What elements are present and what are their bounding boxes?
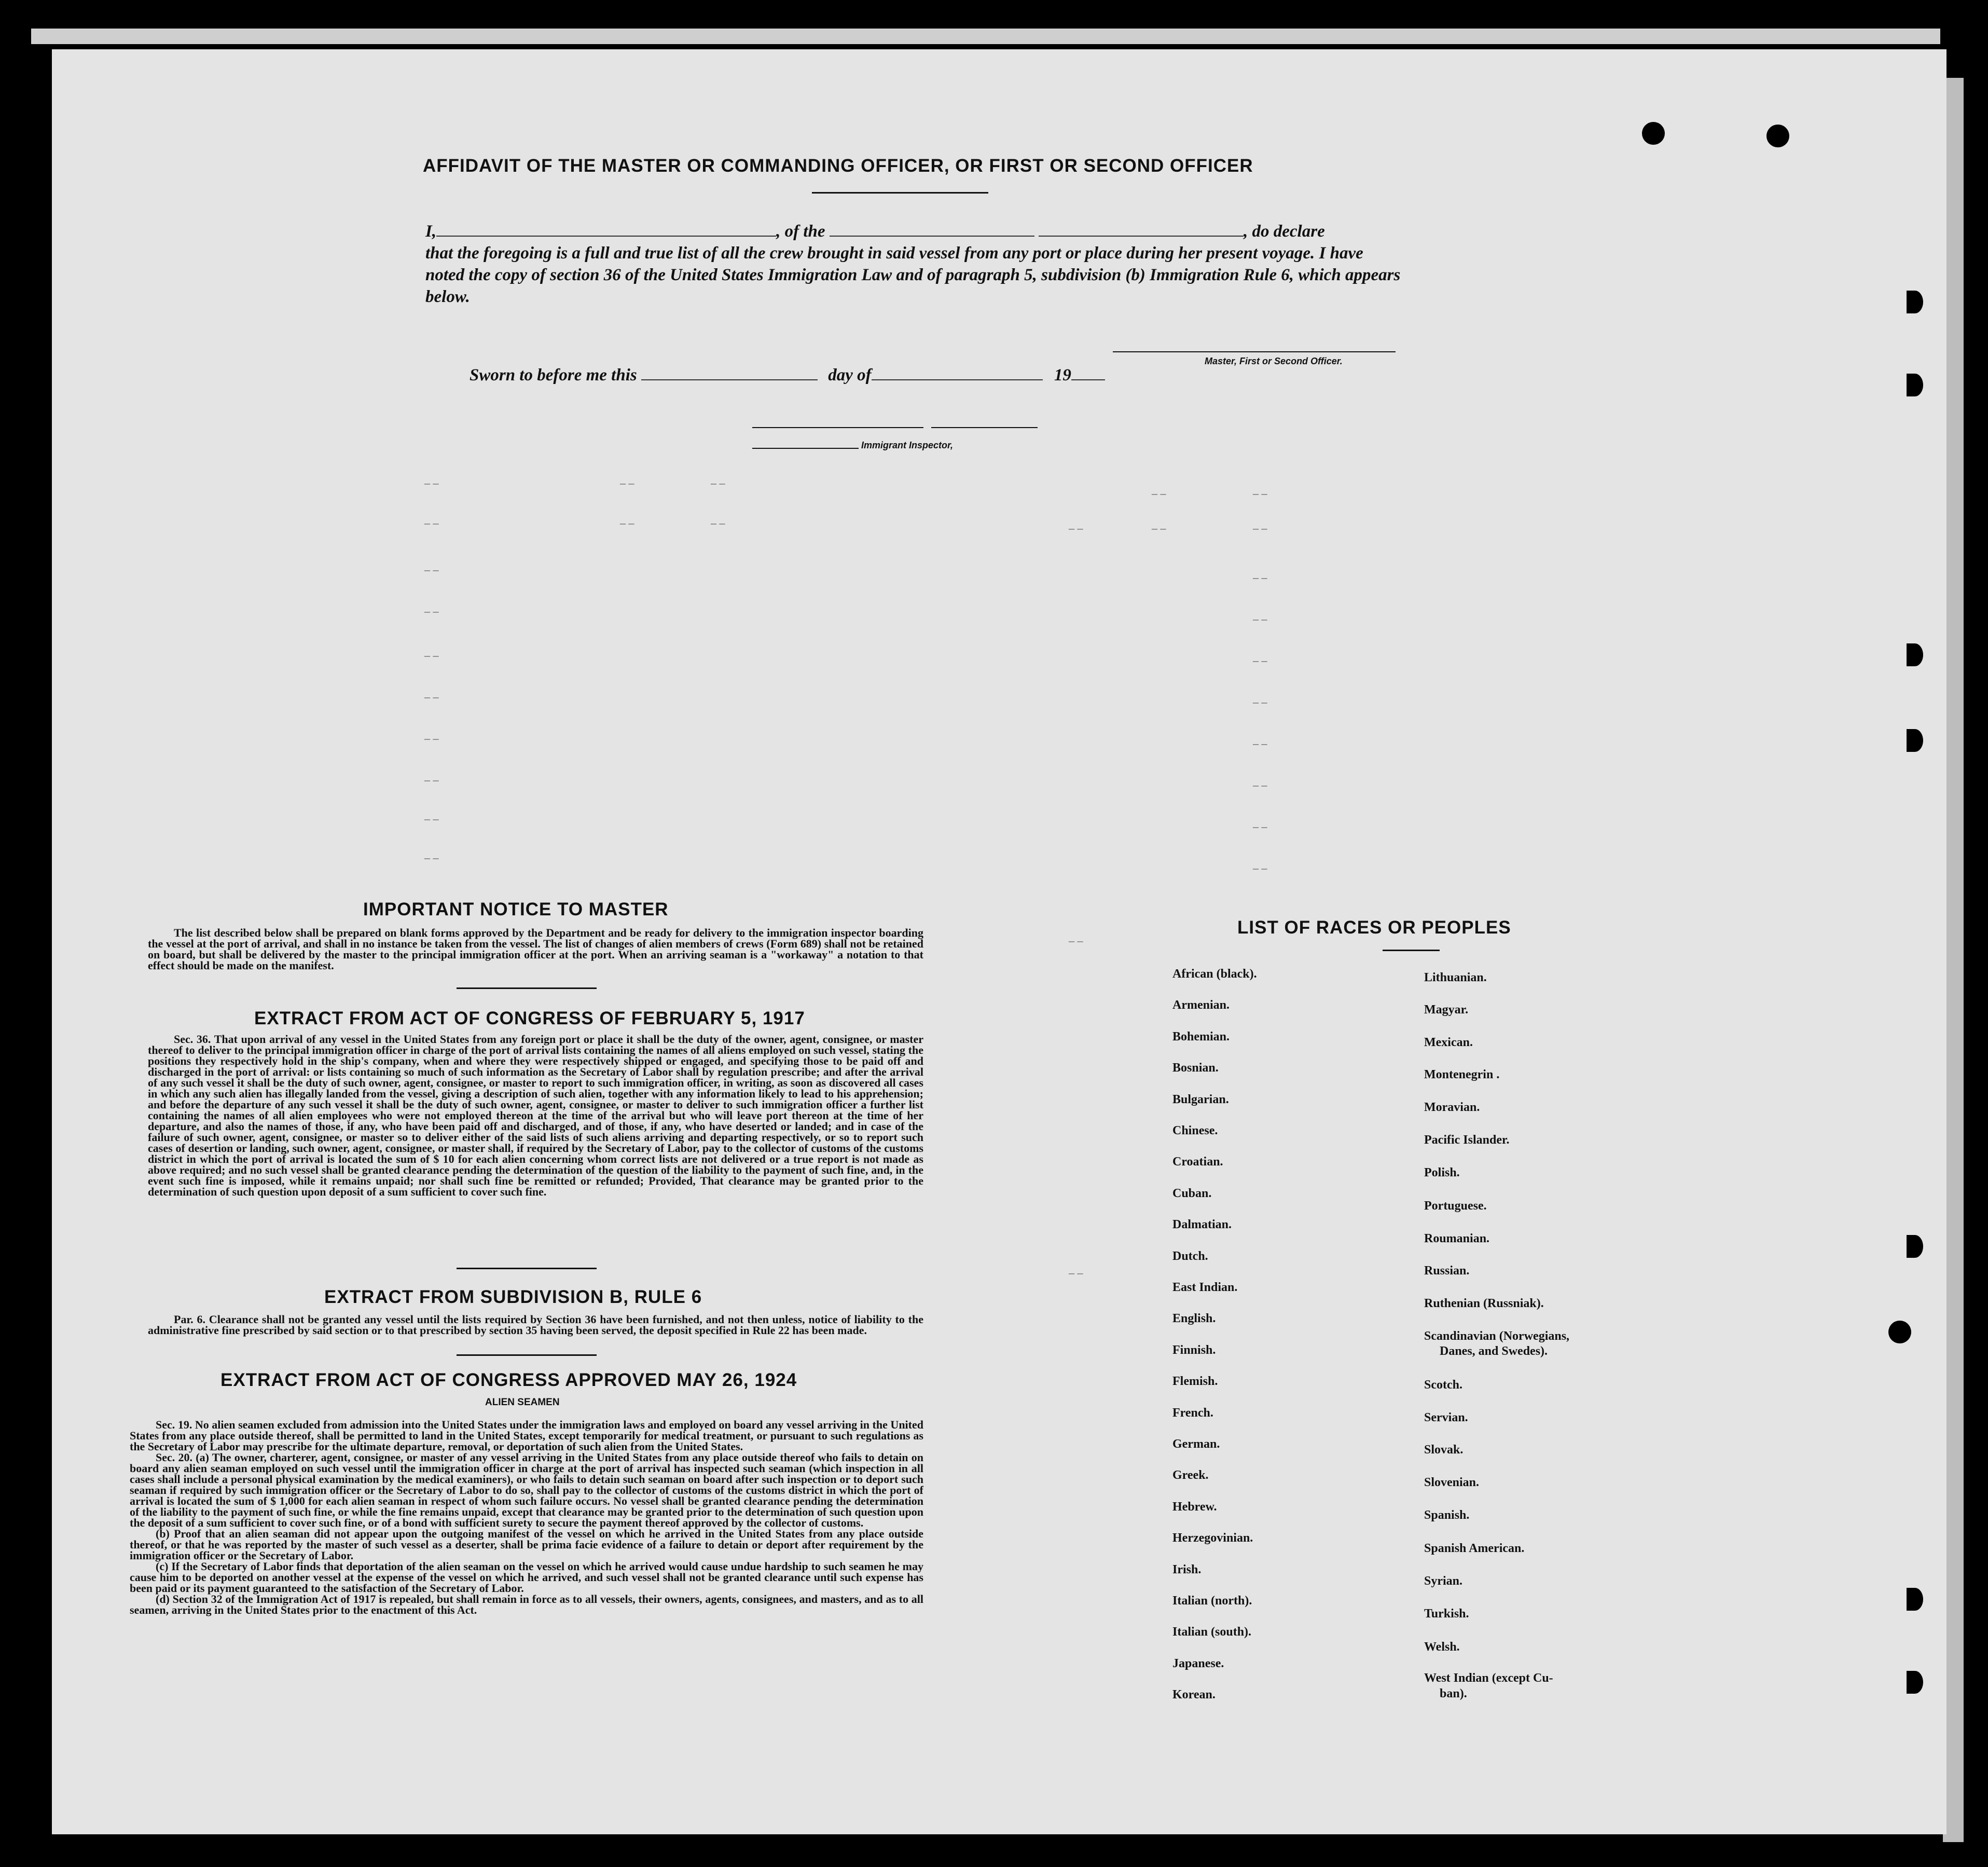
column-dash: – –	[424, 563, 439, 576]
race-item: Portuguese.	[1424, 1199, 1487, 1213]
race-item: Mexican.	[1424, 1036, 1473, 1049]
name-blank[interactable]	[436, 222, 776, 237]
binder-hole-icon	[1766, 125, 1789, 147]
column-dash: – –	[424, 649, 439, 662]
column-dash: – –	[711, 476, 725, 489]
binder-hole-icon	[1907, 1588, 1923, 1611]
binder-hole-icon	[1907, 1235, 1923, 1258]
race-item: Russian.	[1424, 1264, 1470, 1278]
column-dash: – –	[424, 690, 439, 703]
column-dash: – –	[424, 516, 439, 529]
race-item: Scotch.	[1424, 1378, 1462, 1392]
extract-1917-title: EXTRACT FROM ACT OF CONGRESS OF FEBRUARY 5, 1917	[254, 1008, 805, 1028]
column-dash: – –	[1253, 612, 1267, 625]
race-item: Welsh.	[1424, 1640, 1460, 1654]
race-item: Finnish.	[1172, 1343, 1216, 1357]
column-dash: – –	[424, 773, 439, 786]
affidavit-title: AFFIDAVIT OF THE MASTER OR COMMANDING OFFICER, OR FIRST OR SECOND OFFICER	[423, 156, 1253, 176]
race-item: Italian (south).	[1172, 1625, 1252, 1639]
race-item: Chinese.	[1172, 1124, 1218, 1137]
race-item: Dalmatian.	[1172, 1218, 1232, 1231]
race-item: Lithuanian.	[1424, 971, 1487, 984]
binder-hole-icon	[1907, 291, 1923, 313]
binder-hole-icon	[1888, 1321, 1911, 1343]
race-item: French.	[1172, 1406, 1213, 1420]
sworn-line: Sworn to before me this day of 19	[470, 366, 1105, 385]
race-item: Bulgarian.	[1172, 1093, 1229, 1106]
extract-1917-text: Sec. 36. That upon arrival of any vessel in the United States from any foreign port or place it shall be the duty of the owner, agent, consignee, or master thereof to deliver to the principal immigration officer in charge of the port of arrival lists containing the names of all aliens employed on such vessel, stating the positions they respectively hold in the ship's company, when and where they were respectively shipped or engaged, and specifying those to be paid off and discharged in the port of arrival: or lists containing so much of such information as the Secretary of Labor shall by regulation prescribe; and after the arrival of any such vessel it shall be the duty of such owner, agent, consignee, or master to report to such immigration officer, in writing, as soon as discovered all cases in which any such alien has illegally landed from the vessel, giving a description of such alien, together with any information likely to lead to his apprehension; and before the departure of any such vessel it shall be the duty of such owner, agent, consignee, or master to deliver to such immigration officer a further list containing the names of all alien employees who were not employed thereon at the time of the arrival but who will leave port thereon at the time of her departure, and also the names of those, if any, who have been paid off and discharged, and of those, if any, who have deserted or landed; and in case of the failure of such owner, agent, consignee, or master so to deliver either of the said lists of such aliens arriving and departing respectively, or so to report such cases of desertion or landing, such owner, agent, consignee, or master shall, if required by the Secretary of Labor, pay to the collector of customs of the customs district in which the port of arrival is located the sum of $ 10 for each alien concerning whom correct lists are not delivered or a true report is not made as above required; and no such vessel shall be granted clearance pending the determination of the question of the liability to the payment of such fine, and, in the event such fine is imposed, while it remains unpaid; nor shall such fine be remitted or refunded; Provided, That clearance may be granted prior to the determination of such question upon deposit of a sum sufficient to cover such fine.	[148, 1033, 923, 1198]
inspector-line-3	[752, 448, 859, 449]
race-item: Bosnian.	[1172, 1061, 1219, 1075]
race-item: Japanese.	[1172, 1657, 1224, 1670]
divider	[457, 987, 597, 989]
column-dash: – –	[1253, 861, 1267, 874]
vessel-blank[interactable]	[830, 222, 1034, 237]
race-item: Spanish.	[1424, 1508, 1470, 1522]
binder-hole-icon	[1907, 1671, 1923, 1694]
column-dash: – –	[711, 516, 725, 529]
year-blank[interactable]	[1071, 366, 1105, 380]
column-dash: – –	[1253, 778, 1267, 791]
column-dash: – –	[1253, 695, 1267, 708]
race-item: Pacific Islander.	[1424, 1133, 1510, 1147]
races-underline	[1383, 950, 1440, 951]
column-dash: – –	[620, 516, 634, 529]
race-item: Hebrew.	[1172, 1500, 1217, 1514]
race-item: Korean.	[1172, 1688, 1216, 1701]
column-dash: – –	[620, 476, 634, 489]
race-item: Italian (north).	[1172, 1594, 1252, 1608]
race-item: Servian.	[1424, 1411, 1468, 1424]
binder-hole-icon	[1907, 643, 1923, 666]
column-dash: – –	[1253, 487, 1267, 500]
race-item: Scandinavian (Norwegians,	[1424, 1329, 1570, 1343]
race-item: Flemish.	[1172, 1375, 1218, 1388]
column-dash: – –	[1152, 521, 1166, 534]
column-dash: – –	[1253, 654, 1267, 667]
race-item: Slovenian.	[1424, 1476, 1480, 1489]
race-item: Syrian.	[1424, 1574, 1463, 1588]
vessel-blank-2[interactable]	[1039, 222, 1244, 237]
title-underline	[812, 192, 988, 194]
paper-edge-top	[31, 29, 1940, 44]
race-item: English.	[1172, 1312, 1216, 1325]
affidavit-body: that the foregoing is a full and true list of all the crew brought in said vessel from any port or place during her present voyage. I have noted the copy of section 36 of the United States Immigration Law and of paragraph 5, subdivision (b) Immigration Rule 6, which appears below.	[425, 244, 1401, 306]
race-item: Herzegovinian.	[1172, 1531, 1253, 1545]
race-item: Spanish American.	[1424, 1542, 1525, 1555]
race-item: West Indian (except Cu-	[1424, 1671, 1553, 1685]
column-dash: – –	[424, 732, 439, 745]
extract-1924-title: EXTRACT FROM ACT OF CONGRESS APPROVED MAY 26, 1924	[220, 1370, 797, 1390]
extract-1924-text: Sec. 19. No alien seamen excluded from admission into the United States under the immigration laws and employed on board any vessel arriving in the United States from any place outside thereof, shall be permitted to land in the United States, except temporarily for medical treatment, or pursuant to such regulations as the Secretary of Labor may prescribe for the ultimate departure, removal, or deportation of such alien from the United States. Sec. 20. (a) The owner, charterer, agent, consignee, or master of any vessel arriving in the United States from any place outside thereof who fails to detain on board any alien seaman employed on such vessel until the immigration officer in charge at the port of arrival has inspected such seaman (which inspection in all cases shall include a personal physical examination by the medical examiners), or who fails to detain such seaman on board after such inspection or to deport such seaman if required by such immigration officer or the Secretary of Labor to do so, shall pay to the collector of customs of the customs district in which the port of arrival is located the sum of $ 1,000 for each alien seaman in respect of whom such failure occurs. No vessel shall be granted clearance pending the determination of the liability to the payment of such fine, or while the fine remains unpaid, except that clearance may be granted prior to the determination of such question upon the deposit of a sum sufficient to cover such fine, or of a bond with sufficient surety to secure the payment thereof approved by the collector of customs. (b) Proof that an alien seaman did not appear upon the outgoing manifest of the vessel on which he arrived in the United States from any place outside thereof, or that he was reported by the master of such vessel as a deserter, shall be prima facie evidence of a failure to detain or deport after requirement by the immigration officer or the Secretary of Labor. (c) If the Secretary of Labor finds that deportation of the alien seaman on the vessel on which he arrived would cause undue hardship to such seamen he may cause him to be deported on another vessel at the expense of the vessel on which he arrived, and such vessel shall not be granted clearance until such expense has been paid or its payment guaranteed to the satisfaction of the Secretary of Labor. (d) Section 32 of the Immigration Act of 1917 is repealed, but shall remain in force as to all vessels, their owners, agents, consignees, and masters, and as to all seamen, arriving in the United States prior to the enactment of this Act.	[130, 1418, 923, 1616]
race-item: Bohemian.	[1172, 1030, 1230, 1044]
column-dash: – –	[1253, 521, 1267, 534]
race-item: ban).	[1440, 1687, 1467, 1700]
race-item: Armenian.	[1172, 998, 1230, 1012]
inspector-line-2	[931, 427, 1038, 428]
race-item: Moravian.	[1424, 1101, 1480, 1114]
inspector-line	[752, 427, 923, 428]
rule6-text: Par. 6. Clearance shall not be granted any vessel until the lists required by Section 36 have been furnished, and not then unless, notice of liability to the administrative fine prescribed by said section or to that prescribed by section 35 having been served, the deposit specified in Rule 22 has been made.	[148, 1313, 923, 1337]
signature-line	[1113, 351, 1396, 352]
divider	[457, 1268, 597, 1269]
race-item: Polish.	[1424, 1166, 1460, 1179]
column-dash: – –	[424, 812, 439, 825]
column-dash: – –	[424, 476, 439, 489]
affidavit-line1: I, , of the , do declare	[425, 222, 1325, 241]
rule6-title: EXTRACT FROM SUBDIVISION B, RULE 6	[324, 1287, 702, 1307]
race-item: Croatian.	[1172, 1155, 1223, 1169]
column-dash: – –	[1069, 1266, 1083, 1279]
column-dash: – –	[1253, 737, 1267, 750]
race-item: Magyar.	[1424, 1003, 1469, 1017]
column-dash: – –	[424, 851, 439, 864]
notice-text: The list described below shall be prepared on blank forms approved by the Department and be ready for delivery to the immigration inspector boarding the vessel at the port of arrival, and shall in no instance be taken from the vessel. The list of changes of alien members of crews (Form 689) shall not be retained on board, but shall be delivered by the master to the principal immigration officer at the port. When an arriving seaman is a "workaway" a notation to that effect should be made on the manifest.	[148, 926, 923, 972]
race-item: Irish.	[1172, 1563, 1202, 1576]
race-item: German.	[1172, 1437, 1220, 1451]
column-dash: – –	[424, 605, 439, 617]
race-item: East Indian.	[1172, 1281, 1238, 1294]
month-blank[interactable]	[872, 366, 1043, 380]
column-dash: – –	[1069, 521, 1083, 534]
binder-hole-icon	[1907, 729, 1923, 752]
binder-hole-icon	[1907, 374, 1923, 396]
race-item: Roumanian.	[1424, 1232, 1490, 1245]
race-item: Slovak.	[1424, 1443, 1464, 1457]
binder-hole-icon	[1642, 122, 1665, 145]
notice-title: IMPORTANT NOTICE TO MASTER	[363, 899, 669, 919]
race-item: Danes, and Swedes).	[1440, 1344, 1548, 1358]
affidavit-text	[425, 221, 1403, 308]
column-dash: – –	[1152, 487, 1166, 500]
master-label: Master, First or Second Officer.	[1205, 356, 1343, 366]
day-blank[interactable]	[641, 366, 818, 380]
race-item: Greek.	[1172, 1468, 1209, 1482]
race-item: Ruthenian (Russniak).	[1424, 1297, 1544, 1310]
race-item: Turkish.	[1424, 1607, 1469, 1621]
race-item: Montenegrin .	[1424, 1068, 1500, 1081]
column-dash: – –	[1253, 820, 1267, 833]
column-dash: – –	[1253, 571, 1267, 584]
alien-seamen-heading: ALIEN SEAMEN	[485, 1397, 560, 1408]
race-item: African (black).	[1172, 967, 1257, 981]
races-title: LIST OF RACES OR PEOPLES	[1237, 917, 1511, 938]
column-dash: – –	[1069, 934, 1083, 947]
race-item: Cuban.	[1172, 1187, 1212, 1200]
race-item: Dutch.	[1172, 1250, 1208, 1263]
inspector-label: Immigrant Inspector,	[861, 440, 954, 450]
divider	[457, 1354, 597, 1356]
